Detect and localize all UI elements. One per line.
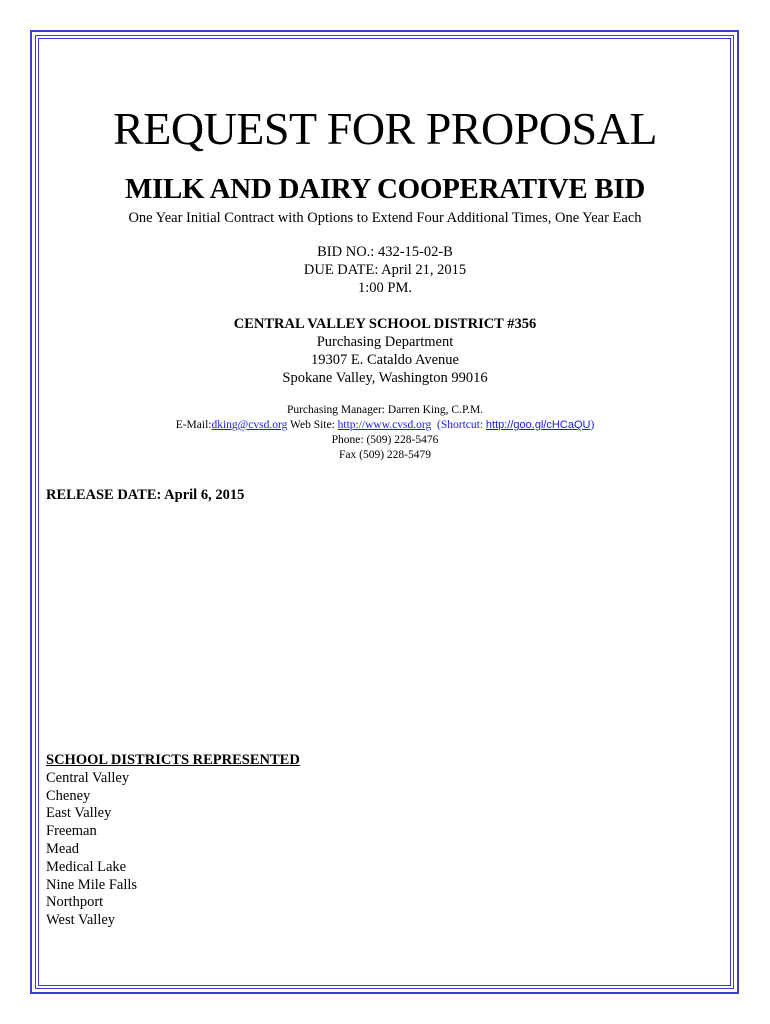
- contract-terms: One Year Initial Contract with Options to Extend Four Additional Times, One Year Each: [128, 210, 642, 226]
- list-item: Mead: [46, 840, 80, 857]
- list-item: Nine Mile Falls: [46, 876, 138, 893]
- district-address: [0, 315, 770, 387]
- bid-number: BID NO.: 432-15-02-B: [317, 244, 453, 260]
- document-title: REQUEST FOR PROPOSAL: [113, 103, 657, 154]
- list-item: Medical Lake: [46, 858, 127, 875]
- website-label: Web Site:: [290, 419, 335, 431]
- district-name: CENTRAL VALLEY SCHOOL DISTRICT #356: [233, 316, 537, 332]
- school-districts-list: [46, 770, 300, 930]
- list-item: Northport: [46, 894, 104, 911]
- phone-number: Phone: (509) 228-5476: [331, 434, 439, 446]
- due-time: 1:00 PM.: [358, 280, 412, 296]
- shortcut-link[interactable]: http://goo.gl/cHCaQU: [485, 419, 591, 431]
- list-item: West Valley: [46, 912, 116, 929]
- district-department: Purchasing Department: [316, 334, 454, 350]
- email-link[interactable]: dking@cvsd.org: [211, 419, 288, 431]
- document-subtitle: MILK AND DAIRY COOPERATIVE BID: [124, 173, 646, 205]
- list-item: Freeman: [46, 823, 97, 840]
- purchasing-manager: Purchasing Manager: Darren King, C.P.M.: [286, 404, 484, 416]
- district-street: 19307 E. Cataldo Avenue: [311, 352, 459, 368]
- release-date: RELEASE DATE: April 6, 2015: [46, 487, 245, 503]
- due-date: DUE DATE: April 21, 2015: [303, 262, 467, 278]
- district-city: Spokane Valley, Washington 99016: [282, 370, 488, 386]
- contact-links-line: [0, 418, 770, 433]
- list-item: East Valley: [46, 805, 112, 822]
- list-item: Cheney: [46, 787, 91, 804]
- fax-number: Fax (509) 228-5479: [339, 449, 431, 461]
- website-link[interactable]: http://www.cvsd.org: [337, 419, 432, 431]
- shortcut-close: ): [590, 419, 595, 431]
- school-districts-section: [46, 752, 300, 930]
- school-districts-heading: SCHOOL DISTRICTS REPRESENTED: [46, 752, 300, 768]
- list-item: Central Valley: [46, 769, 130, 786]
- bid-info: [0, 243, 770, 297]
- contact-info: [0, 403, 770, 463]
- email-label: E-Mail:: [175, 419, 212, 431]
- shortcut-label: (Shortcut:: [437, 419, 484, 431]
